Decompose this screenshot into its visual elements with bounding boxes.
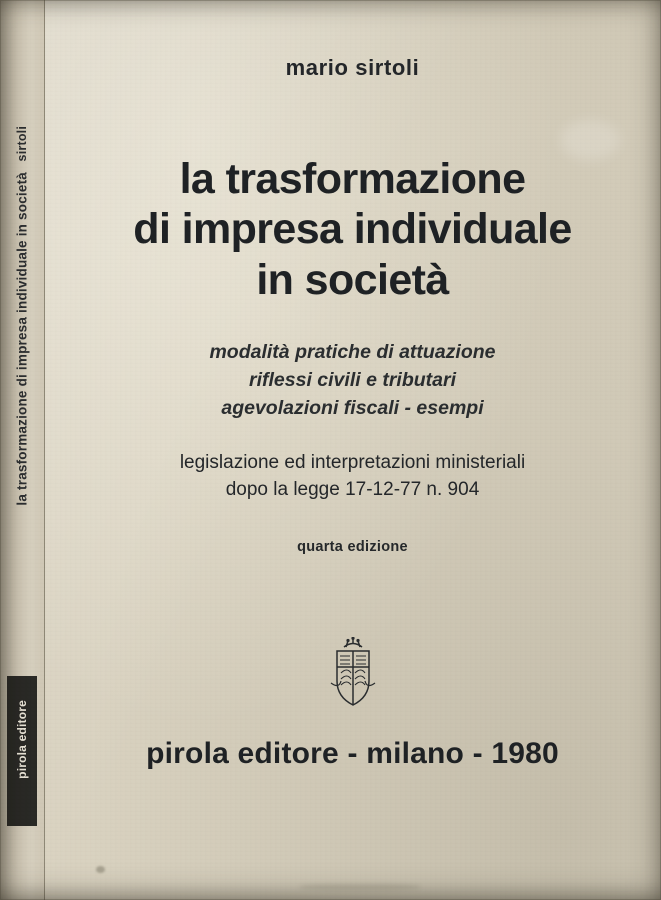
spine-inner (0, 0, 44, 900)
book-title (74, 154, 631, 305)
legislation-line-1: legislazione ed interpretazioni ministeriali (179, 451, 526, 473)
pirola-publisher-crest-logo (325, 637, 381, 711)
book-spine (0, 0, 45, 900)
subtitle-line-3: agevolazioni fiscali - esempi (221, 397, 484, 420)
subtitle-line-1: modalità pratiche di attuazione (209, 340, 496, 363)
legislation-line-2: dopo la legge 17-12-77 n. 904 (225, 478, 480, 500)
publisher-imprint: pirola editore - milano - 1980 (146, 736, 559, 770)
subtitle-line-2: riflessi civili e tributari (249, 369, 456, 392)
spine-author: sirtoli (15, 126, 29, 162)
subtitle-block (74, 338, 631, 423)
title-line-2: di impresa individuale (133, 205, 572, 254)
author-name: mario sirtoli (285, 55, 420, 80)
edition-label: quarta edizione (297, 538, 408, 555)
spine-publisher: pirola editore (15, 700, 29, 779)
front-cover (44, 0, 661, 900)
title-line-1: la trasformazione (179, 155, 526, 203)
title-line-3: in società (256, 255, 449, 304)
spine-title: la trasformazione di impresa individuale in società (14, 172, 30, 506)
legislation-note (74, 450, 631, 504)
